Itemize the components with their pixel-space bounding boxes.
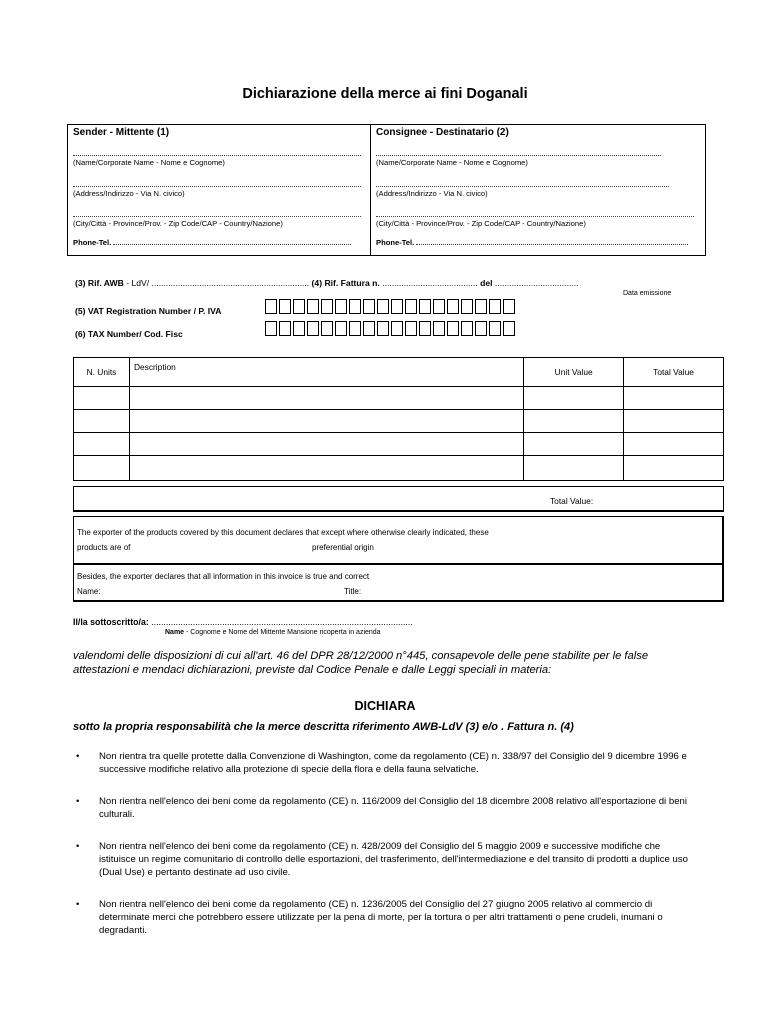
list-item [76, 840, 696, 879]
character-box[interactable] [503, 321, 515, 336]
col-description-header: Description [129, 358, 523, 387]
consignee-section [371, 125, 705, 255]
character-box[interactable] [279, 321, 291, 336]
party-box [67, 124, 706, 256]
character-box[interactable] [391, 299, 403, 314]
units-cell[interactable] [74, 433, 130, 456]
awb-label: (3) Rif. AWB [75, 278, 124, 288]
bullet-text: Non rientra tra quelle protette dalla Convenzione di Washington, come da regolamento (CE) n. 338/97 del Consiglio del 9 dicembre 1996 e successive modifiche relativo alla protezione di specie della flora e della fauna selvatiche. [99, 751, 687, 775]
consignee-address-hint: (Address/Indirizzo - Via N. civico) [376, 189, 488, 198]
signer-field[interactable]: ........................................................................................................... [148, 617, 413, 627]
bullet-text: Non rientra nell'elenco dei beni come da regolamento (CE) n. 1236/2005 del Consiglio del 27 giugno 2005 relativo al commercio di determinate merci che potrebbero essere utilizzate per la pena di morte, per la tortura o per altri trattamenti o pene crudeli, inumani o degradanti. [99, 899, 663, 936]
sender-name-hint: (Name/Corporate Name - Nome e Cognome) [73, 158, 225, 167]
signer-hint-name: Name [165, 629, 185, 636]
consignee-name-field[interactable] [376, 155, 661, 157]
character-box[interactable] [503, 299, 515, 314]
character-box[interactable] [405, 321, 417, 336]
signer-hint-rest: - Cognome e Nome del Mittente Mansione ricoperta in azienda [184, 629, 381, 636]
date-field[interactable]: ................................... [492, 278, 579, 288]
description-cell[interactable] [129, 456, 523, 481]
description-cell[interactable] [129, 410, 523, 433]
origin-declaration-products: products are of [77, 543, 131, 552]
col-total-value-header: Total Value [624, 358, 724, 387]
character-box[interactable] [321, 299, 333, 314]
character-box[interactable] [405, 299, 417, 314]
consignee-city-field[interactable] [376, 216, 694, 218]
table-header-row [74, 358, 724, 387]
bullet-list [76, 750, 696, 956]
character-box[interactable] [349, 299, 361, 314]
unit-value-cell[interactable] [524, 387, 624, 410]
character-box[interactable] [419, 299, 431, 314]
character-box[interactable] [461, 321, 473, 336]
signer-row [73, 617, 413, 627]
bullet-dot-icon: • [76, 899, 80, 910]
character-box[interactable] [433, 299, 445, 314]
items-table [73, 357, 724, 481]
exporter-declaration-text: Besides, the exporter declares that all information in this invoice is true and correct [77, 572, 370, 581]
list-item [76, 795, 696, 821]
invoice-label: (4) Rif. Fattura n. [311, 278, 380, 288]
consignee-name-hint: (Name/Corporate Name - Nome e Cognome) [376, 158, 528, 167]
bullet-text: Non rientra nell'elenco dei beni come da regolamento (CE) n. 116/2009 del Consiglio del 18 dicembre 2008 relativo all'esportazione di beni culturali. [99, 796, 687, 820]
vat-boxes[interactable] [265, 299, 515, 314]
sender-phone-label: Phone-Tel. [73, 238, 112, 247]
col-unit-value-header: Unit Value [524, 358, 624, 387]
character-box[interactable] [489, 299, 501, 314]
character-box[interactable] [363, 321, 375, 336]
consignee-phone-row [376, 238, 688, 247]
character-box[interactable] [447, 299, 459, 314]
units-cell[interactable] [74, 410, 130, 433]
list-item [76, 898, 696, 937]
date-hint: Data emissione [623, 290, 672, 297]
table-row [74, 387, 724, 410]
exporter-name-title-row [77, 584, 719, 599]
character-box[interactable] [335, 321, 347, 336]
character-box[interactable] [419, 321, 431, 336]
character-box[interactable] [265, 321, 277, 336]
vat-label: (5) VAT Registration Number / P. IVA [75, 306, 222, 316]
sender-section [68, 125, 371, 255]
character-box[interactable] [307, 299, 319, 314]
consignee-phone-label: Phone-Tel. [376, 238, 415, 247]
sender-phone-row [73, 238, 351, 247]
reference-row [75, 278, 579, 288]
table-row [74, 456, 724, 481]
table-row [74, 410, 724, 433]
exporter-title-label: Title: [344, 587, 362, 596]
character-box[interactable] [265, 299, 277, 314]
total-value-label: Total Value: [550, 496, 594, 506]
bullet-dot-icon: • [76, 751, 80, 762]
bullet-dot-icon: • [76, 841, 80, 852]
page-title: Dichiarazione della merce ai fini Doganali [242, 86, 528, 102]
character-box[interactable] [335, 299, 347, 314]
list-item [76, 750, 696, 776]
character-box[interactable] [279, 299, 291, 314]
units-cell[interactable] [74, 456, 130, 481]
character-box[interactable] [307, 321, 319, 336]
bullet-text: Non rientra nell'elenco dei beni come da regolamento (CE) n. 428/2009 del Consiglio del 5 maggio 2009 e successive modifiche che istituisce un regime comunitario di controllo delle esportazioni, del trasferimento, dell'intermediazione e del transito di prodotti a duplice uso (Dual Use) e pertanto destinate ad uso civile. [99, 841, 688, 878]
character-box[interactable] [293, 299, 305, 314]
origin-declaration-preferential: preferential origin [312, 543, 374, 552]
tax-boxes[interactable] [265, 321, 515, 336]
sender-name-field[interactable] [73, 155, 361, 157]
tax-label: (6) TAX Number/ Cod. Fisc [75, 329, 183, 339]
sender-heading: Sender - Mittente (1) [73, 127, 170, 138]
total-value-box[interactable] [73, 486, 724, 512]
origin-declaration-box [73, 516, 724, 564]
character-box[interactable] [349, 321, 361, 336]
character-box[interactable] [391, 321, 403, 336]
unit-value-cell[interactable] [524, 433, 624, 456]
total-value-cell[interactable] [624, 433, 724, 456]
consignee-phone-field[interactable] [416, 238, 688, 245]
exporter-name-label: Name: [77, 587, 101, 596]
origin-declaration-line1: The exporter of the products covered by this document declares that except where otherwise clearly indicated, these [77, 528, 489, 537]
awb-field[interactable]: - LdV/ .................................................................. [123, 278, 310, 288]
invoice-field[interactable]: ........................................ [379, 278, 478, 288]
unit-value-cell[interactable] [524, 456, 624, 481]
signer-label: Il/la sottoscritto/a: [73, 617, 149, 627]
legal-paragraph: valendomi delle disposizioni di cui all'art. 46 del DPR 28/12/2000 n°445, consapevole delle pene stabilite per le false attestazioni e mendaci dichiarazioni, previste dal Codice Penale e dalle Leggi speciali in materia: [73, 650, 649, 676]
exporter-declaration-box [73, 564, 724, 602]
consignee-address-field[interactable] [376, 186, 669, 188]
sender-city-hint: (City/Città - Province/Prov. - Zip Code/CAP - Country/Nazione) [73, 219, 283, 228]
character-box[interactable] [475, 299, 487, 314]
description-cell[interactable] [129, 387, 523, 410]
dichiara-heading: DICHIARA [354, 699, 416, 713]
signer-hint [165, 629, 381, 636]
bullet-dot-icon: • [76, 796, 80, 807]
col-units-header: N. Units [74, 358, 130, 387]
description-cell[interactable] [129, 433, 523, 456]
character-box[interactable] [377, 299, 389, 314]
total-value-cell[interactable] [624, 387, 724, 410]
character-box[interactable] [489, 321, 501, 336]
units-cell[interactable] [74, 387, 130, 410]
total-value-cell[interactable] [624, 410, 724, 433]
character-box[interactable] [321, 321, 333, 336]
table-row [74, 433, 724, 456]
sender-city-field[interactable] [73, 216, 361, 218]
character-box[interactable] [433, 321, 445, 336]
consignee-city-hint: (City/Città - Province/Prov. - Zip Code/CAP - Country/Nazione) [376, 219, 586, 228]
unit-value-cell[interactable] [524, 410, 624, 433]
character-box[interactable] [461, 299, 473, 314]
character-box[interactable] [447, 321, 459, 336]
character-box[interactable] [293, 321, 305, 336]
character-box[interactable] [363, 299, 375, 314]
character-box[interactable] [475, 321, 487, 336]
total-value-cell[interactable] [624, 456, 724, 481]
sender-phone-field[interactable] [113, 238, 351, 245]
responsibility-statement: sotto la propria responsabilità che la merce descritta riferimento AWB-LdV (3) e/o . Fattura n. (4) [73, 721, 574, 733]
sender-address-field[interactable] [73, 186, 361, 188]
character-box[interactable] [377, 321, 389, 336]
origin-declaration-line2 [77, 540, 719, 555]
consignee-heading: Consignee - Destinatario (2) [376, 127, 509, 138]
sender-address-hint: (Address/Indirizzo - Via N. civico) [73, 189, 185, 198]
date-label: del [480, 278, 493, 288]
